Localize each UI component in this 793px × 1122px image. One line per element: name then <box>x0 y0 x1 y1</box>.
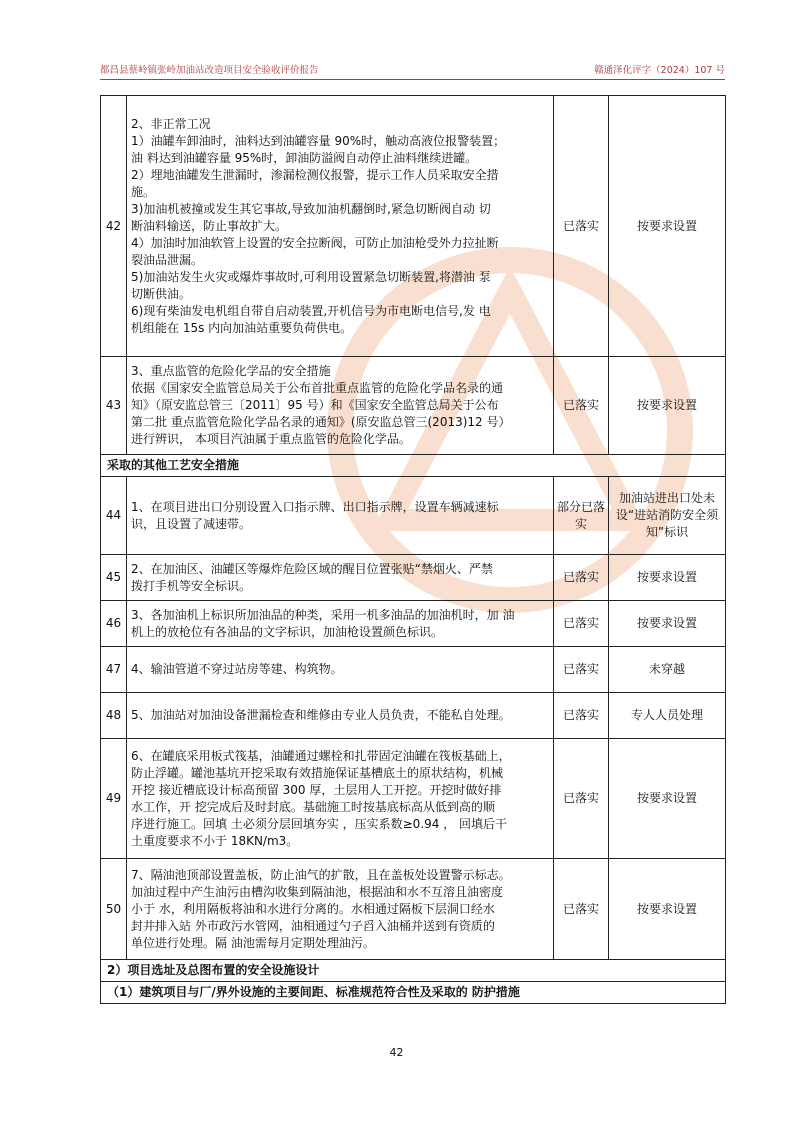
table-row <box>101 647 726 693</box>
status-cell: 已落实 <box>554 739 609 859</box>
section-heading: 采取的其他工艺安全措施 <box>101 455 726 477</box>
measure-description: 6、在罐底采用板式筏基，油罐通过螺栓和扎带固定油罐在筏板基础上， 防止浮罐。罐池基坑开挖采取有效措施保证基槽底土的原状结构，机械 开挖 接近槽底设计标高预留 300 厚，土层用人工开挖。开挖时做好排 水工作，开 挖完成后及时封底。基础施工时按基底标高从低到高的顺 序进行施工。回填 土必须分层回填夯实 ，压实系数≥0.94 ， 回填后干 土重度要求不小于 18KN/m3。 <box>127 739 554 859</box>
measure-description: 7、隔油池顶部设置盖板，防止油气的扩散，且在盖板处设置警示标志。 加油过程中产生油污由槽沟收集到隔油池，根据油和水不互溶且油密度 小于 水，利用隔板将油和水进行分离的。水相通过隔板下层洞口经水 封井排入站 外市政污水管网，油相通过勺子舀入油桶并送到有资质的 单位进行处理。隔 油池需每月定期处理油污。 <box>127 859 554 960</box>
remark-cell: 按要求设置 <box>609 96 726 357</box>
table-row <box>101 555 726 601</box>
section-heading: 2）项目选址及总图布置的安全设施设计 <box>101 960 726 982</box>
status-cell: 已落实 <box>554 555 609 601</box>
section-row <box>101 960 726 982</box>
page-header <box>100 62 725 76</box>
row-number: 45 <box>101 555 127 601</box>
status-cell: 已落实 <box>554 357 609 455</box>
measure-description: 4、输油管道不穿过站房等建、构筑物。 <box>127 647 554 693</box>
table-row <box>101 601 726 647</box>
status-cell: 已落实 <box>554 647 609 693</box>
table-row <box>101 739 726 859</box>
table-row <box>101 477 726 555</box>
table-row <box>101 357 726 455</box>
remark-cell: 按要求设置 <box>609 357 726 455</box>
table-row <box>101 859 726 960</box>
row-number: 50 <box>101 859 127 960</box>
measure-description: 2、在加油区、油罐区等爆炸危险区域的醒目位置张贴“禁烟火、严禁 拨打手机等安全标识。 <box>127 555 554 601</box>
report-code: 赣通泽化评字（2024）107 号 <box>594 65 725 76</box>
subsection-heading: （1）建筑项目与厂/界外设施的主要间距、标准规范符合性及采取的 防护措施 <box>101 982 726 1004</box>
remark-cell: 按要求设置 <box>609 859 726 960</box>
table-row <box>101 96 726 357</box>
row-number: 49 <box>101 739 127 859</box>
safety-measures-table <box>100 95 726 1004</box>
remark-cell: 未穿越 <box>609 647 726 693</box>
measure-description: 1、在项目进出口分别设置入口指示牌、出口指示牌，设置车辆减速标 识，且设置了减速带。 <box>127 477 554 555</box>
measure-description: 2、非正常工况 1）油罐车卸油时，油料达到油罐容量 90%时，触动高液位报警装置； 油 料达到油罐容量 95%时，卸油防溢阀自动停止油料继续进罐。 2）埋地油罐发生泄漏时，渗漏检测仪报警，提示工作人员采取安全措 施。 3)加油机被撞或发生其它事故,导致加油机翻倒时,紧急切断阀自动 切 断油料输送，防止事故扩大。 4）加油时加油软管上设置的安全拉断阀，可防止加油枪受外力拉扯断 裂油品泄漏。 5)加油站发生火灾或爆炸事故时,可利用设置紧急切断装置,将潜油 泵 切断供油。 6)现有柴油发电机组自带自启动装置,开机信号为市电断电信号,发 电 机组能在 15s 内向加油站重要负荷供电。 <box>127 96 554 357</box>
status-cell: 已落实 <box>554 859 609 960</box>
section-row <box>101 982 726 1004</box>
measure-description: 5、加油站对加油设备泄漏检查和维修由专业人员负责，不能私自处理。 <box>127 693 554 739</box>
status-cell: 已落实 <box>554 601 609 647</box>
measure-description: 3、各加油机上标识所加油品的种类，采用一机多油品的加油机时，加 油 机上的放枪位有各油品的文字标识，加油枪设置颜色标识。 <box>127 601 554 647</box>
remark-cell: 加油站进出口处未设“进站消防安全须知”标识 <box>609 477 726 555</box>
status-cell: 已落实 <box>554 693 609 739</box>
page-number: 42 <box>389 1046 404 1059</box>
section-row <box>101 455 726 477</box>
row-number: 48 <box>101 693 127 739</box>
table-row <box>101 693 726 739</box>
remark-cell: 按要求设置 <box>609 555 726 601</box>
measure-description: 3、重点监管的危险化学品的安全措施 依据《国家安全监管总局关于公布首批重点监管的危险化学品名录的通 知》（原安监总管三〔2011〕95 号）和《国家安全监管总局关于公布 第二批 重点监管危险化学品名录的通知》(原安监总管三(2013)12 号） 进行辨识， 本项目汽油属于重点监管的危险化学品。 <box>127 357 554 455</box>
row-number: 44 <box>101 477 127 555</box>
remark-cell: 专人人员处理 <box>609 693 726 739</box>
row-number: 43 <box>101 357 127 455</box>
remark-cell: 按要求设置 <box>609 601 726 647</box>
row-number: 46 <box>101 601 127 647</box>
header-divider <box>100 79 725 80</box>
row-number: 42 <box>101 96 127 357</box>
row-number: 47 <box>101 647 127 693</box>
remark-cell: 按要求设置 <box>609 739 726 859</box>
report-title: 都昌县蔡岭镇张岭加油站改造项目安全验收评价报告 <box>100 65 319 76</box>
status-cell: 部分已落实 <box>554 477 609 555</box>
status-cell: 已落实 <box>554 96 609 357</box>
